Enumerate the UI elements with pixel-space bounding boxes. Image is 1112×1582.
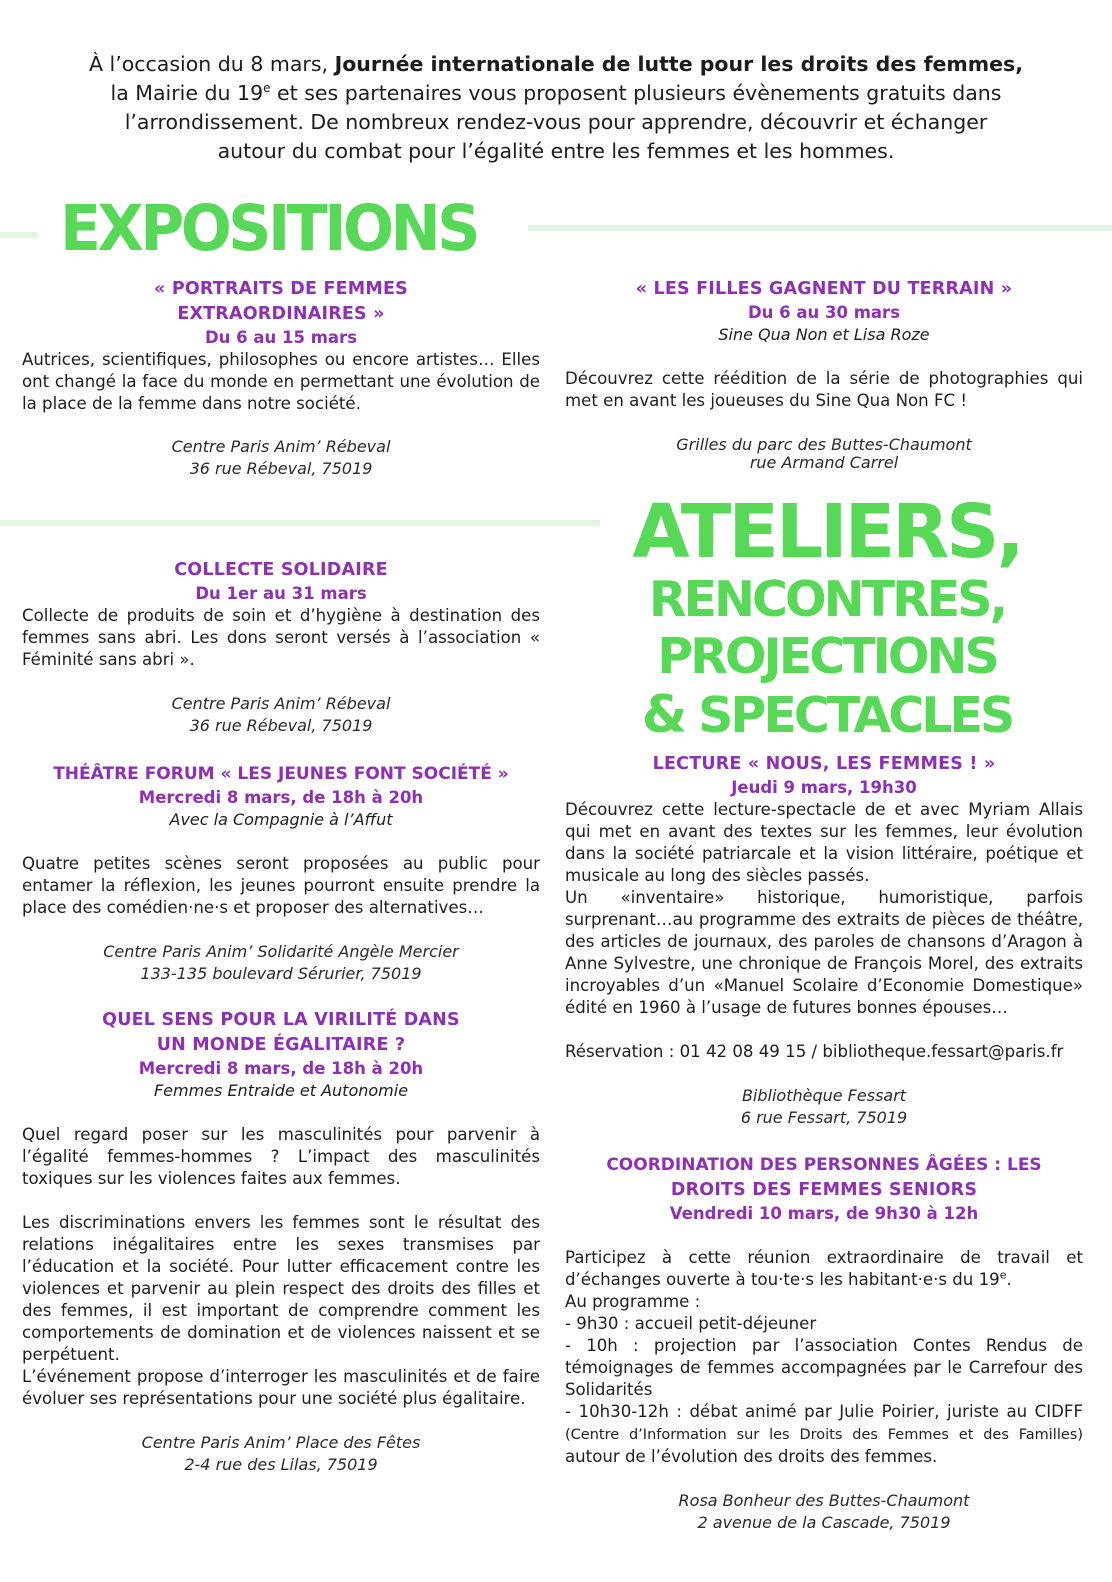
event-address: rue Armand Carrel xyxy=(749,453,899,472)
event-date: Mercredi 8 mars, de 18h à 20h xyxy=(138,788,424,807)
event-title: THÉÂTRE FORUM « LES JEUNES FONT SOCIÉTÉ » xyxy=(53,764,509,784)
event-description xyxy=(22,1124,540,1410)
reservation-info: Réservation : 01 42 08 49 15 / bibliotheque.fessart@paris.fr xyxy=(565,1042,1064,1061)
description-paragraph: Quel regard poser sur les masculinités pour parvenir à l’égalité femmes-hommes ? L’impact des masculinités toxiques sur les violences faites aux femmes. xyxy=(22,1125,540,1188)
program-label: Au programme : xyxy=(565,1292,701,1311)
intro-line1: À l’occasion du 8 mars, xyxy=(88,52,335,76)
event-theatre xyxy=(22,762,540,985)
event-date: Du 6 au 15 mars xyxy=(204,328,358,347)
intro-line1-bold: Journée internationale de lutte pour les droits des femmes, xyxy=(334,52,1024,76)
event-date: Du 1er au 31 mars xyxy=(195,584,367,603)
event-location: Centre Paris Anim’ Place des Fêtes xyxy=(141,1433,421,1452)
event-description xyxy=(565,1247,1083,1468)
event-date: Jeudi 9 mars, 19h30 xyxy=(731,778,917,797)
event-date: Vendredi 10 mars, de 9h30 à 12h xyxy=(669,1204,979,1223)
heading-line-rencontres: RENCONTRES, xyxy=(648,571,1006,628)
event-address: 2-4 rue des Lilas, 75019 xyxy=(184,1455,378,1474)
event-title: LECTURE « NOUS, LES FEMMES ! » xyxy=(652,754,996,774)
event-collecte xyxy=(22,558,540,737)
intro-text xyxy=(40,50,1072,166)
section-heading-expositions: EXPOSITIONS xyxy=(60,192,477,266)
event-portraits xyxy=(22,277,540,480)
event-title: QUEL SENS POUR LA VIRILITÉ DANS xyxy=(102,1010,460,1030)
event-date: Mercredi 8 mars, de 18h à 20h xyxy=(138,1059,424,1078)
description-paragraph xyxy=(565,1247,1083,1291)
event-title: DROITS DES FEMMES SENIORS xyxy=(670,1180,978,1200)
heading-line-projections: PROJECTIONS xyxy=(657,628,997,685)
program-item: - 10h : projection par l’association Contes Rendus de témoignages de femmes accompagnées par le Carrefour des Solidarités xyxy=(565,1336,1083,1399)
event-filles xyxy=(565,277,1083,474)
event-location: Rosa Bonheur des Buttes-Chaumont xyxy=(678,1491,970,1510)
program-text-small: (Centre d’Information sur les Droits des Femmes et des Familles) xyxy=(565,1427,1083,1443)
event-description: Collecte de produits de soin et d’hygiène à destination des femmes sans abri. Les dons seront versés à l’association « Féminité sans abri ». xyxy=(22,606,540,669)
description-paragraph: L’événement propose d’interroger les masculinités et de faire évoluer ses représentations pour une société plus égalitaire. xyxy=(22,1367,540,1408)
event-location: Centre Paris Anim’ Solidarité Angèle Mercier xyxy=(103,942,459,961)
description-paragraph: Les discriminations envers les femmes sont le résultat des relations inégalitaires entre les sexes transmises par l’éducation et la société. Pour lutter efficacement contre les violences et parvenir au plein respect des droits des filles et des femmes, il est important de comprendre comment les comportements de domination et de violences naissent et se perpétuent. xyxy=(22,1213,540,1364)
event-location: Bibliothèque Fessart xyxy=(741,1086,907,1105)
heading-spectacles-word: SPECTACLES xyxy=(698,687,1013,744)
event-address: 36 rue Rébeval, 75019 xyxy=(189,459,373,478)
event-organizer: Sine Qua Non et Lisa Roze xyxy=(718,325,930,344)
event-address: 6 rue Fessart, 75019 xyxy=(740,1108,908,1127)
intro-line3: l’arrondissement. De nombreux rendez-vous pour apprendre, découvrir et échanger xyxy=(124,110,988,134)
program-text: - 10h30-12h : débat animé par Julie Poirier, juriste au CIDFF xyxy=(565,1402,1083,1421)
description-text: Participez à cette réunion extraordinaire de travail et d’échanges ouverte à tou·te·s les habitant·e·s du 19 xyxy=(565,1248,1083,1289)
event-location: Centre Paris Anim’ Rébeval xyxy=(171,694,391,713)
event-title: « LES FILLES GAGNENT DU TERRAIN » xyxy=(635,279,1013,299)
event-location: Centre Paris Anim’ Rébeval xyxy=(171,437,391,456)
intro-line2: la Mairie du 19 xyxy=(110,81,264,105)
heading-line-spectacles xyxy=(612,686,1042,745)
event-coordination xyxy=(565,1153,1083,1534)
event-title: COORDINATION DES PERSONNES ÂGÉES : LES xyxy=(606,1155,1042,1175)
event-title: « PORTRAITS DE FEMMES xyxy=(154,279,408,299)
event-title: EXTRAORDINAIRES » xyxy=(177,304,385,324)
event-title: UN MONDE ÉGALITAIRE ? xyxy=(156,1035,406,1055)
description-paragraph: Un «inventaire» historique, humoristique, parfois surprenant…au programme des extraits de pièces de théâtre, des articles de journaux, des paroles de chansons d’Aragon à Anne Sylvestre, une chronique de François Morel, des extraits incroyables d’un «Manuel Scolaire d’Economie Domestique» édité en 1960 à l’usage de futures bonnes épouses… xyxy=(565,888,1083,1017)
event-description: Quatre petites scènes seront proposées au public pour entamer la réflexion, les jeunes pourront ensuite prendre la place des comédien·ne·s et proposer des alternatives… xyxy=(22,854,540,917)
event-virilite xyxy=(22,1008,540,1476)
event-organizer: Avec la Compagnie à l’Affut xyxy=(169,810,393,829)
event-description: Autrices, scientifiques, philosophes ou encore artistes… Elles ont changé la face du monde en permettant une évolution de la place de la femme dans notre société. xyxy=(22,350,540,413)
event-address: 2 avenue de la Cascade, 75019 xyxy=(697,1513,951,1532)
divider-line xyxy=(528,225,1112,231)
event-date: Du 6 au 30 mars xyxy=(747,303,901,322)
event-address: 36 rue Rébeval, 75019 xyxy=(189,716,373,735)
intro-line2-post: et ses partenaires vous proposent plusieurs évènements gratuits dans xyxy=(270,81,1002,105)
heading-line-ateliers: ATELIERS, xyxy=(632,489,1022,575)
program-text: autour de l’évolution des droits des femmes. xyxy=(565,1447,938,1466)
event-lecture xyxy=(565,752,1083,1129)
superscript: e xyxy=(999,1268,1007,1282)
event-description xyxy=(565,799,1083,1063)
event-location: Grilles du parc des Buttes-Chaumont xyxy=(676,435,972,454)
program-item xyxy=(565,1401,1083,1468)
event-description: Découvrez cette réédition de la série de photographies qui met en avant les joueuses du Sine Qua Non FC ! xyxy=(565,369,1083,410)
event-organizer: Femmes Entraide et Autonomie xyxy=(153,1081,409,1100)
intro-sup: e xyxy=(263,81,271,96)
description-text: . xyxy=(1006,1270,1012,1289)
program-item: - 9h30 : accueil petit-déjeuner xyxy=(565,1314,817,1333)
intro-line4: autour du combat pour l’égalité entre les femmes et les hommes. xyxy=(217,139,895,163)
divider-line xyxy=(0,520,600,526)
event-address: 133-135 boulevard Sérurier, 75019 xyxy=(140,964,422,983)
description-paragraph: Découvrez cette lecture-spectacle de et avec Myriam Allais qui met en avant des textes sur les femmes, leur évolution dans la société patriarcale et la vision littéraire, poétique et musicale au long des siècles passés. xyxy=(565,800,1083,885)
event-title: COLLECTE SOLIDAIRE xyxy=(174,560,388,580)
ampersand: & xyxy=(641,685,685,745)
section-heading-ateliers xyxy=(612,489,1042,745)
divider-line xyxy=(0,232,38,238)
